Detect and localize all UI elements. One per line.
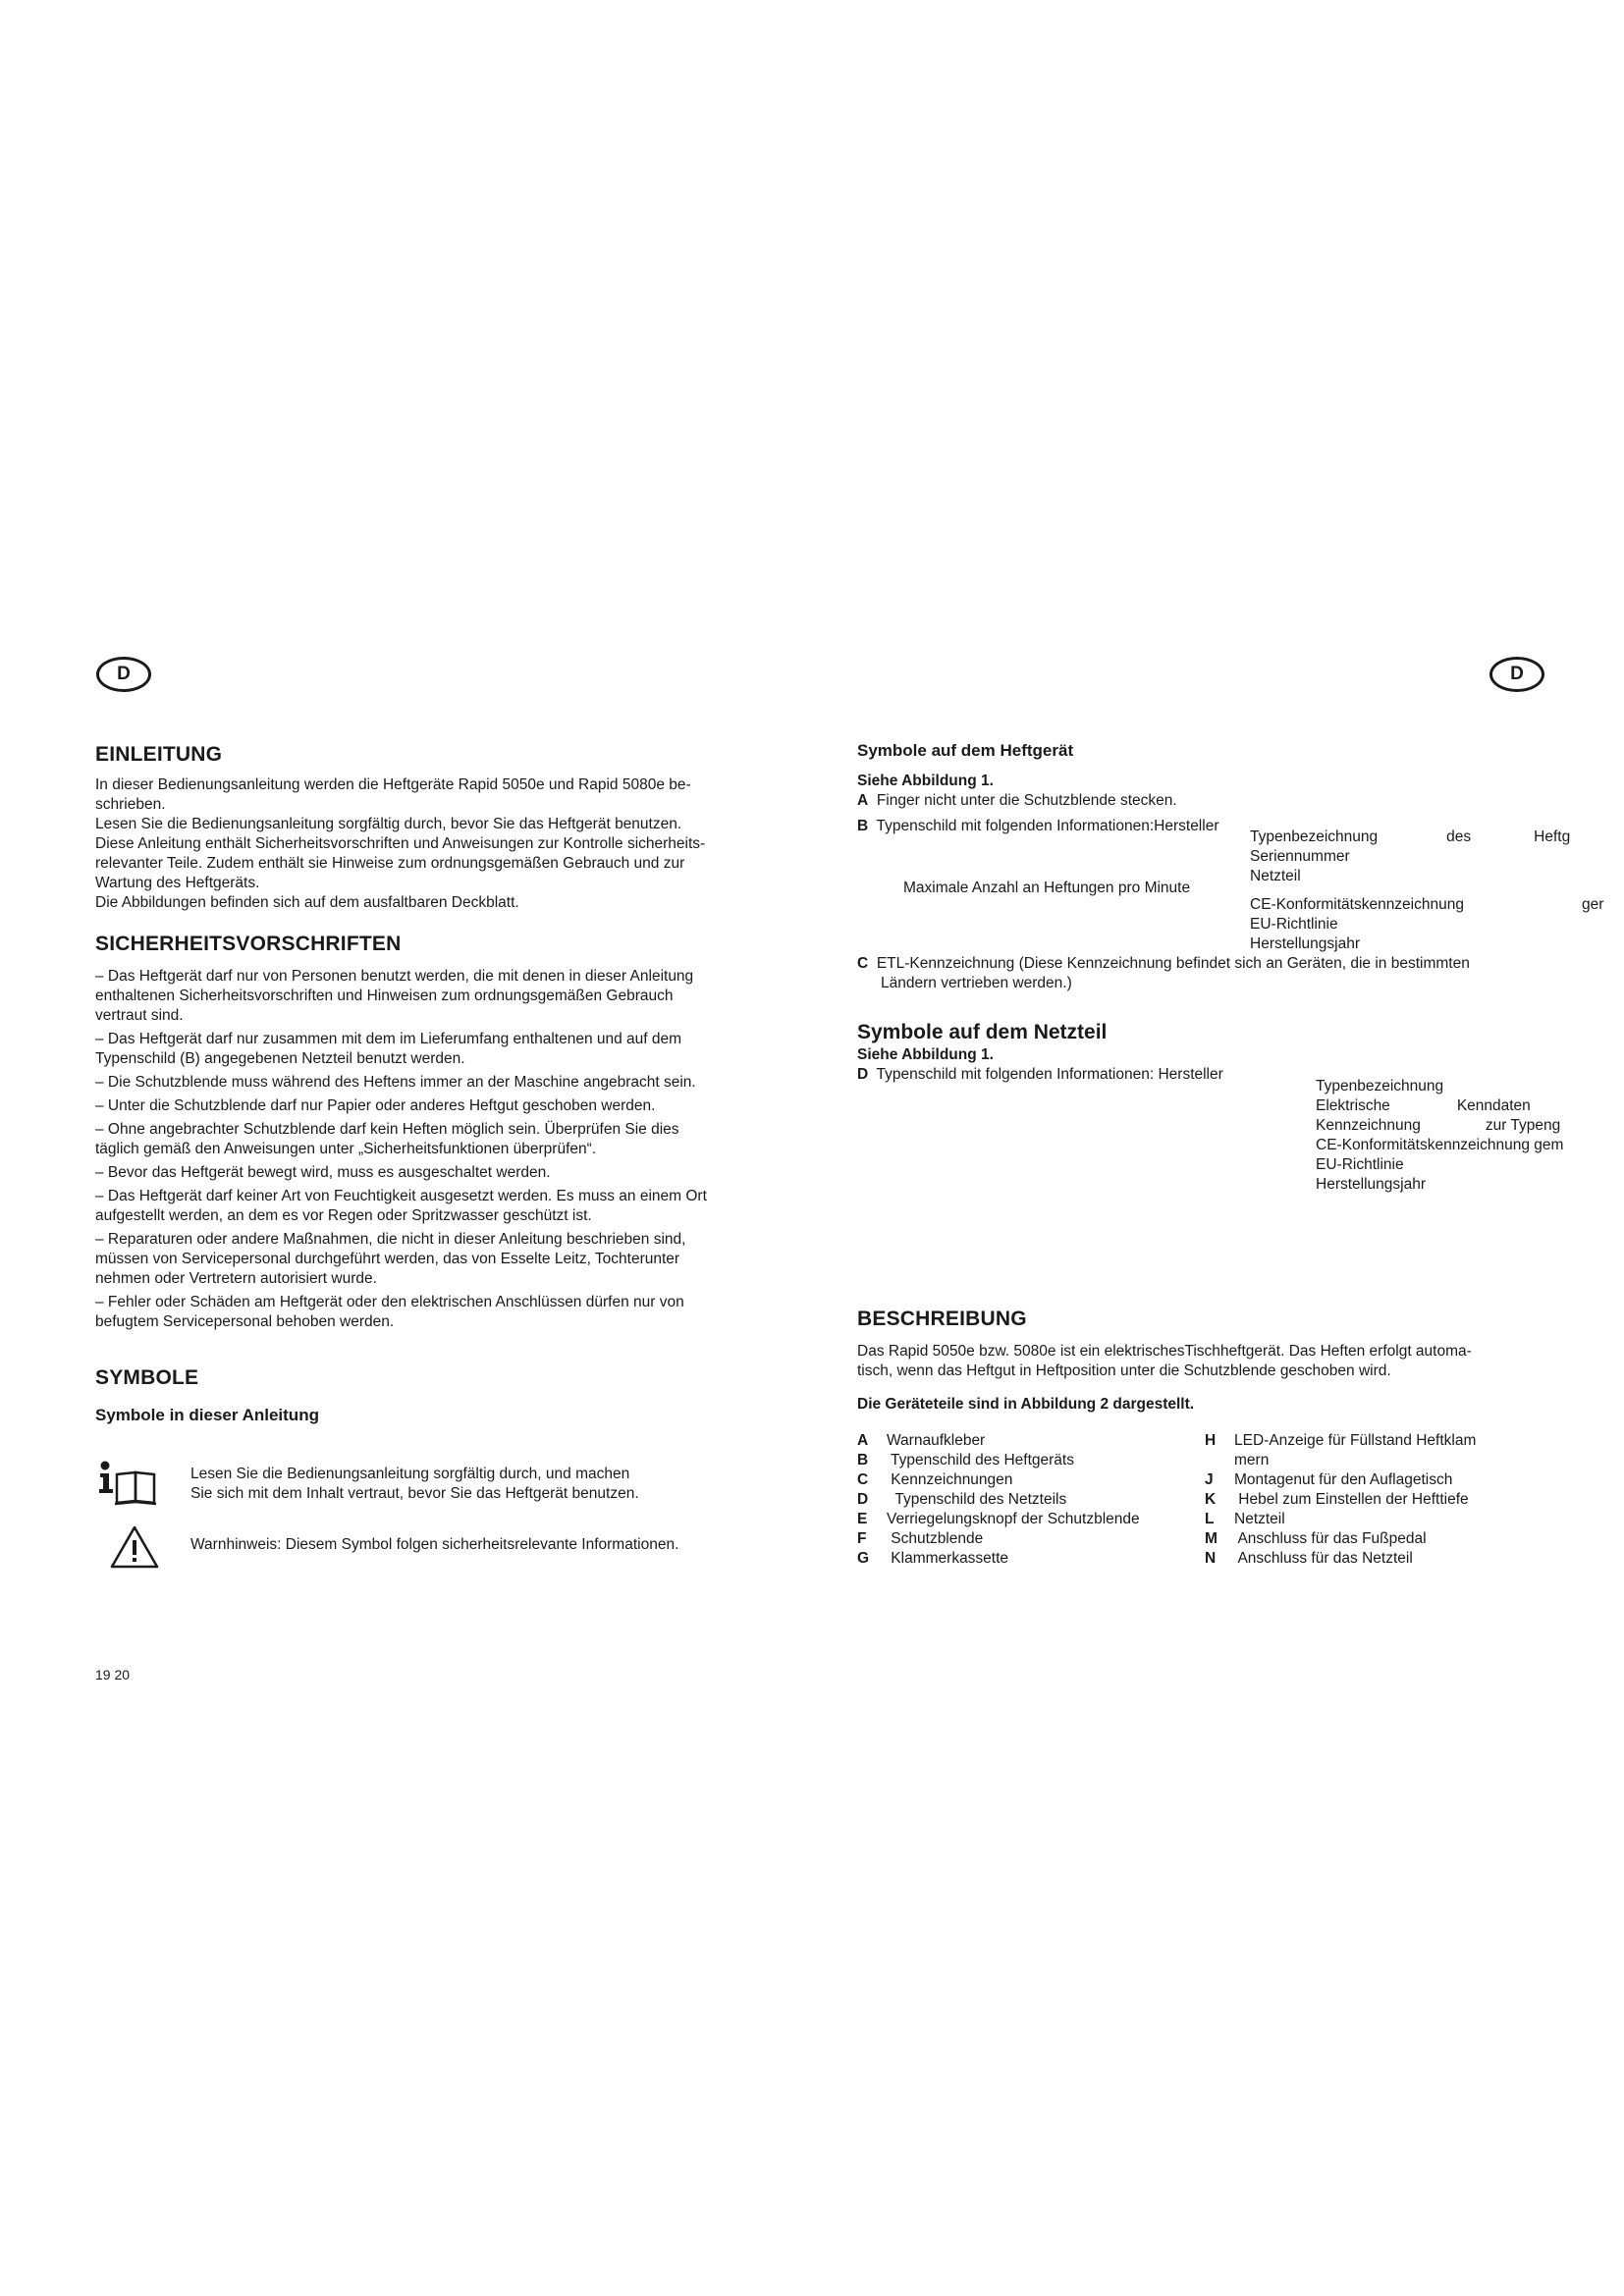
part-key: C xyxy=(857,1471,869,1488)
see-figure-1: Siehe Abbildung 1. xyxy=(857,773,994,790)
part-label: LED-Anzeige für Füllstand Heftklam xyxy=(1234,1432,1477,1449)
safety-bullet: – Ohne angebrachter Schutzblende darf kein Heften möglich sein. Überprüfen Sie dies täglich gemäß den Anweisungen unter „Sicherheitsfunktionen überprüfen“. xyxy=(95,1121,679,1158)
part-item xyxy=(857,1549,1206,1569)
description-heading: BESCHREIBUNG xyxy=(857,1308,1027,1330)
symbols-heading: SYMBOLE xyxy=(95,1366,199,1389)
intro-line: Wartung des Heftgeräts. xyxy=(95,875,260,892)
part-key: L xyxy=(1205,1511,1215,1527)
intro-line: Lesen Sie die Bedienungsanleitung sorgfältig durch, bevor Sie das Heftgerät benutzen. xyxy=(95,816,682,833)
parts-title: Die Geräteteile sind in Abbildung 2 dargestellt. xyxy=(857,1396,1195,1414)
part-label: Hebel zum Einstellen der Hefttiefe xyxy=(1234,1491,1469,1508)
part-label: Anschluss für das Netzteil xyxy=(1234,1550,1413,1567)
part-item xyxy=(857,1431,1206,1451)
warning-symbol-text: Warnhinweis: Diesem Symbol folgen sicherheitsrelevante Informationen. xyxy=(190,1536,679,1553)
part-label: Warnaufkleber xyxy=(887,1432,986,1449)
part-item xyxy=(1205,1510,1578,1529)
part-key: D xyxy=(857,1491,869,1508)
part-key: J xyxy=(1205,1471,1214,1488)
etl-item: C ETL-Kennzeichnung (Diese Kennzeichnung befindet sich an Geräten, die in bestimmten Ländern vertrieben werden.) xyxy=(857,955,1470,991)
safety-bullet: – Die Schutzblende muss während des Heftens immer an der Maschine angebracht sein. xyxy=(95,1074,696,1092)
part-item xyxy=(857,1451,1206,1470)
safety-heading: SICHERHEITSVORSCHRIFTEN xyxy=(95,933,402,955)
type-plate-b-details-2: CE-Konformitätskennzeichnung ger EU-Richtlinie Herstellungsjahr xyxy=(1250,896,1604,952)
type-plate-b-max: Maximale Anzahl an Heftungen pro Minute xyxy=(903,880,1191,896)
part-label: mern xyxy=(1234,1452,1270,1468)
part-item xyxy=(857,1490,1206,1510)
part-label: Anschluss für das Fußpedal xyxy=(1234,1530,1427,1547)
manual-symbol-text: Lesen Sie die Bedienungsanleitung sorgfältig durch, und machen Sie sich mit dem Inhalt vertraut, bevor Sie das Heftgerät benutzen. xyxy=(190,1466,639,1502)
description-section: BESCHREIBUNG Das Rapid 5050e bzw. 5080e ist ein elektrischesTischheftgerät. Das Heften erfolgt automa- tisch, wenn das Heftgut in Heftposition unter die Schutzblende geschoben wird. Die Geräteteile sind in Abbildung 2 dargestellt. xyxy=(857,1306,1564,1415)
safety-bullet: – Das Heftgerät darf nur von Personen benutzt werden, die mit denen in dieser Anleitung enthaltenen Sicherheitsvorschriften und Hinweisen zum ordnungsgemäßen Gebrauch vertraut sind. xyxy=(95,968,694,1025)
safety-bullet: – Bevor das Heftgerät bewegt wird, muss es ausgeschaltet werden. xyxy=(95,1164,551,1182)
part-label: Kennzeichnungen xyxy=(887,1471,1013,1488)
parts-list-right xyxy=(1205,1431,1578,1569)
type-plate-d-details: Typenbezeichnung Elektrische Kenndaten Kennzeichnung zur Typeng CE-Konformitätskennzeichnung gem EU-Richtlinie Herstellungsjahr xyxy=(1316,1078,1564,1193)
part-key: G xyxy=(857,1550,870,1567)
intro-line: Die Abbildungen befinden sich auf dem ausfaltbaren Deckblatt. xyxy=(95,894,519,912)
see-figure-1-psu: Siehe Abbildung 1. xyxy=(857,1046,994,1064)
part-item xyxy=(1205,1470,1578,1490)
intro-heading: EINLEITUNG xyxy=(95,743,223,766)
symbols-subheading: Symbole in dieser Anleitung xyxy=(95,1406,319,1425)
parts-list-left xyxy=(857,1431,1206,1569)
part-label: Montagenut für den Auflagetisch xyxy=(1234,1471,1453,1488)
part-label: Schutzblende xyxy=(887,1530,984,1547)
safety-bullet: – Fehler oder Schäden am Heftgerät oder den elektrischen Anschlüssen dürfen nur von befugtem Servicepersonal behoben werden. xyxy=(95,1294,684,1331)
page-number: 19 20 xyxy=(95,1667,131,1682)
part-key: K xyxy=(1205,1491,1217,1508)
part-item xyxy=(857,1510,1206,1529)
safety-section xyxy=(95,931,783,1336)
part-key: N xyxy=(1205,1550,1217,1567)
part-key: F xyxy=(857,1530,867,1547)
part-label: Typenschild des Heftgeräts xyxy=(887,1452,1074,1468)
language-badge-left: D xyxy=(96,657,151,692)
part-label: Typenschild des Netzteils xyxy=(887,1491,1067,1508)
part-item xyxy=(1205,1529,1578,1549)
part-item xyxy=(1205,1549,1578,1569)
part-key: A xyxy=(857,1432,869,1449)
warning-triangle-icon xyxy=(109,1524,160,1570)
part-item xyxy=(1205,1431,1578,1451)
part-item xyxy=(857,1529,1206,1549)
device-symbols-heading: Symbole auf dem Heftgerät xyxy=(857,741,1074,760)
part-key xyxy=(1205,1451,1234,1470)
intro-line: relevanter Teile. Zudem enthält sie Hinweise zum ordnungsgemäßen Gebrauch und zur xyxy=(95,855,685,873)
intro-line: In dieser Bedienungsanleitung werden die Heftgeräte Rapid 5050e und Rapid 5080e be- xyxy=(95,776,691,794)
part-label: Klammerkassette xyxy=(887,1550,1009,1567)
intro-body xyxy=(95,775,783,913)
part-item xyxy=(857,1470,1206,1490)
language-badge-right: D xyxy=(1489,657,1544,692)
intro-line: Diese Anleitung enthält Sicherheitsvorschriften und Anweisungen zur Kontrolle sicherheits- xyxy=(95,835,706,853)
safety-bullet: – Unter die Schutzblende darf nur Papier oder anderes Heftgut geschoben werden. xyxy=(95,1097,656,1115)
device-symbols-section: Symbole auf dem Heftgerät Siehe Abbildung 1. A Finger nicht unter die Schutzblende stecken. B Typenschild mit folgenden Informationen:Hersteller xyxy=(857,740,1564,836)
safety-bullet: – Reparaturen oder andere Maßnahmen, die nicht in dieser Anleitung beschrieben sind, müssen von Servicepersonal durchgeführt werden, das von Esselte Leitz, Tochterunter nehmen oder Vertretern autorisiert wurde. xyxy=(95,1231,686,1288)
intro-line: schrieben. xyxy=(95,796,166,814)
part-key: H xyxy=(1205,1432,1217,1449)
part-label: Netzteil xyxy=(1234,1511,1285,1527)
part-key: M xyxy=(1205,1530,1218,1547)
part-label: Verriegelungsknopf der Schutzblende xyxy=(887,1511,1140,1527)
part-item xyxy=(1205,1490,1578,1510)
psu-symbols-section: Symbole auf dem Netzteil Siehe Abbildung 1. D Typenschild mit folgenden Informationen: Hersteller xyxy=(857,1019,1564,1085)
type-plate-b-details: Typenbezeichnung des Heftg Seriennummer Netzteil xyxy=(1250,828,1571,884)
psu-symbols-heading: Symbole auf dem Netzteil xyxy=(857,1021,1108,1043)
part-item xyxy=(1205,1451,1578,1470)
symbols-section xyxy=(95,1364,783,1426)
part-key: E xyxy=(857,1511,868,1527)
part-key: B xyxy=(857,1452,869,1468)
safety-list xyxy=(95,967,783,1332)
intro-section xyxy=(95,741,783,913)
safety-bullet: – Das Heftgerät darf keiner Art von Feuchtigkeit ausgesetzt werden. Es muss an einem Ort aufgestellt werden, an dem es vor Regen oder Spritzwasser geschützt ist. xyxy=(95,1188,707,1225)
safety-bullet: – Das Heftgerät darf nur zusammen mit dem im Lieferumfang enthaltenen und auf dem Typenschild (B) angegebenen Netzteil benutzt werden. xyxy=(95,1031,682,1068)
info-manual-icon xyxy=(95,1461,162,1506)
